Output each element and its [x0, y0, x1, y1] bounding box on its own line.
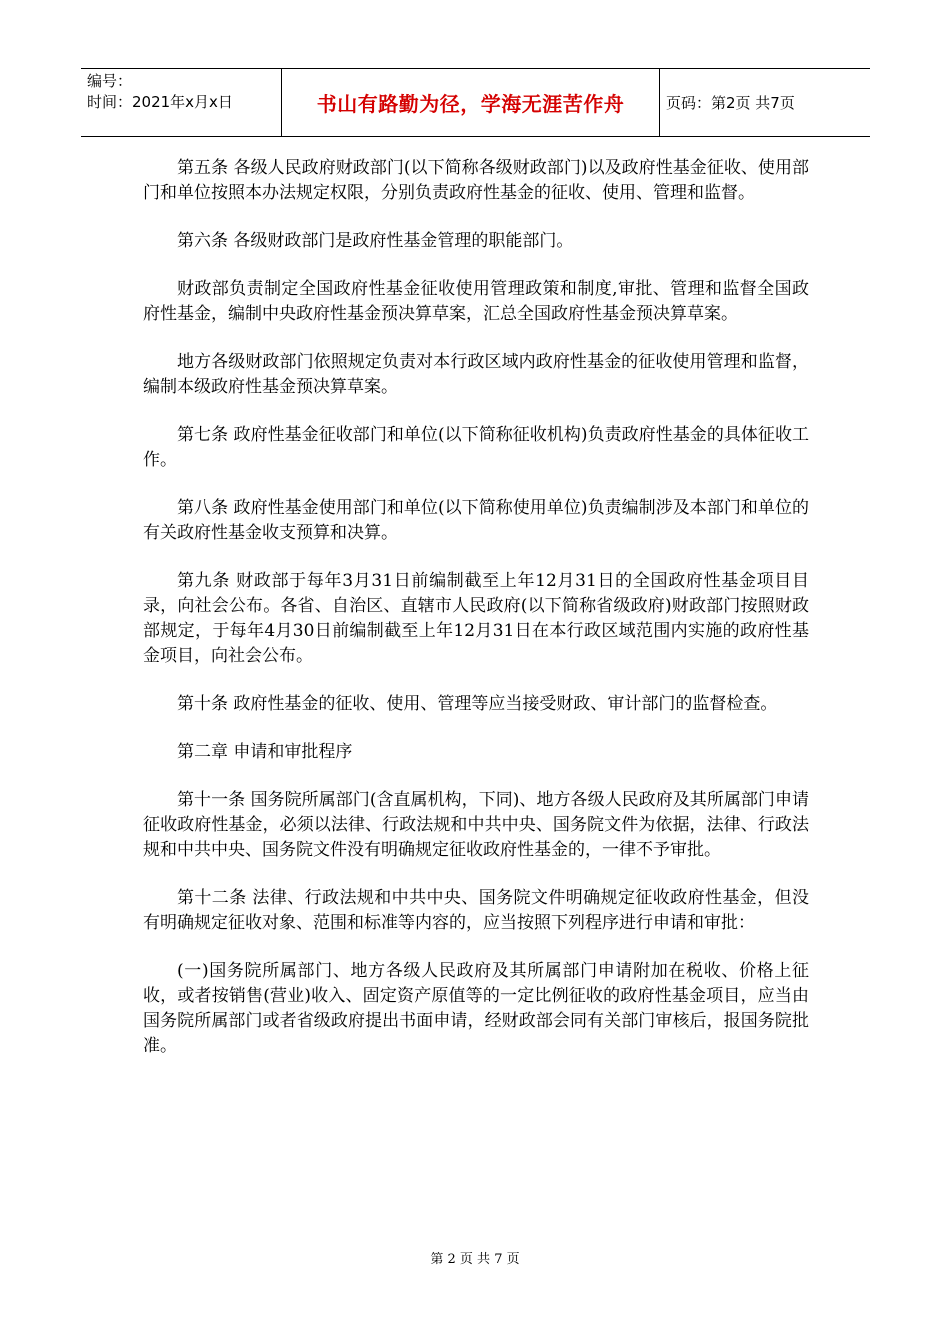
header-motto-cell [282, 69, 660, 136]
article-12-item-1: (一)国务院所属部门、地方各级人民政府及其所属部门申请附加在税收、价格上征收，或者按销售(营业)收入、固定资产原值等的一定比例征收的政府性基金项目，应当由国务院所属部门或者省级政府提出书面申请，经财政部会同有关部门审核后，报国务院批准。 [143, 961, 809, 1056]
header-page-info: 页码：第2页 共7页 [666, 94, 795, 112]
article-11: 第十一条 国务院所属部门(含直属机构，下同)、地方各级人民政府及其所属部门申请征收政府性基金，必须以法律、行政法规和中共中央、国务院文件为依据，法律、行政法规和中共中央、国务院文件没有明确规定征收政府性基金的，一律不予审批。 [143, 790, 809, 860]
document-number-label: 编号： [87, 72, 133, 90]
article-6-paragraph-2: 财政部负责制定全国政府性基金征收使用管理政策和制度,审批、管理和监督全国政府性基金，编制中央政府性基金预决算草案，汇总全国政府性基金预决算草案。 [143, 279, 809, 324]
header-meta-cell [81, 69, 282, 136]
article-7: 第七条 政府性基金征收部门和单位(以下简称征收机构)负责政府性基金的具体征收工作。 [143, 425, 809, 470]
document-header [81, 68, 870, 137]
article-5: 第五条 各级人民政府财政部门(以下简称各级财政部门)以及政府性基金征收、使用部门和单位按照本办法规定权限，分别负责政府性基金的征收、使用、管理和监督。 [143, 158, 809, 203]
article-8: 第八条 政府性基金使用部门和单位(以下简称使用单位)负责编制涉及本部门和单位的有关政府性基金收支预算和决算。 [143, 498, 809, 543]
chapter-heading: 第二章 申请和审批程序 [177, 742, 353, 762]
header-page-cell [660, 69, 870, 136]
article-6-paragraph-3: 地方各级财政部门依照规定负责对本行政区域内政府性基金的征收使用管理和监督，编制本级政府性基金预决算草案。 [143, 352, 809, 397]
header-motto: 书山有路勤为径，学海无涯苦作舟 [316, 92, 625, 116]
document-date: 时间：2021年x月x日 [87, 93, 233, 111]
article-9: 第九条 财政部于每年3月31日前编制截至上年12月31日的全国政府性基金项目目录，向社会公布。各省、自治区、直辖市人民政府(以下简称省级政府)财政部门按照财政部规定，于每年4月30日前编制截至上年12月31日在本行政区域范围内实施的政府性基金项目，向社会公布。 [143, 571, 809, 666]
article-12: 第十二条 法律、行政法规和中共中央、国务院文件明确规定征收政府性基金，但没有明确规定征收对象、范围和标准等内容的，应当按照下列程序进行申请和审批： [143, 888, 809, 933]
article-6: 第六条 各级财政部门是政府性基金管理的职能部门。 [177, 231, 574, 251]
page-footer: 第 2 页 共 7 页 [430, 1252, 520, 1267]
document-body [143, 156, 809, 1082]
article-10: 第十条 政府性基金的征收、使用、管理等应当接受财政、审计部门的监督检查。 [177, 694, 778, 714]
